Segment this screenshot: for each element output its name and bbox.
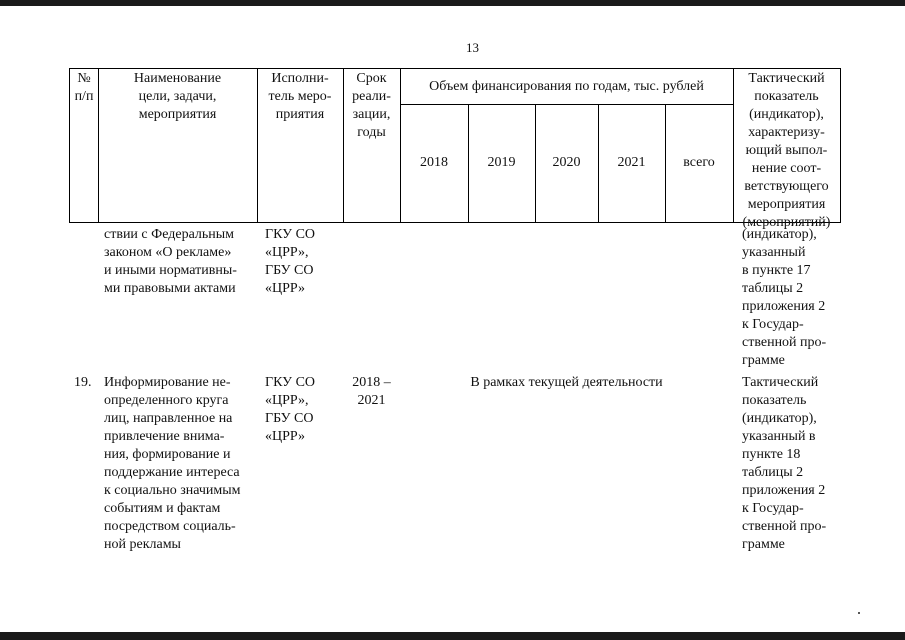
header-bottom-line — [69, 222, 841, 223]
header-name: Наименование цели, задачи, мероприятия — [133, 71, 222, 122]
header-period: Срок реали- зации, годы — [352, 71, 391, 140]
scan-speck — [858, 612, 860, 614]
header-executor: Исполни- тель меро- приятия — [268, 71, 332, 122]
row-cont-indicator: (индикатор), указанный в пункте 17 таблицы 2 приложения 2 к Государ- ственной про- грамме — [742, 227, 827, 368]
header-number: № п/п — [74, 71, 94, 104]
row-cont-executor: ГКУ СО «ЦРР», ГБУ СО «ЦРР» — [265, 227, 316, 296]
bottom-border-bar — [0, 632, 905, 640]
top-border-bar — [0, 0, 905, 6]
row19-indicator: Тактический показатель (индикатор), указанный в пункте 18 таблицы 2 приложения 2 к Государ- ственной про- грамме — [742, 375, 827, 552]
col-line-10 — [840, 68, 841, 223]
table-header — [69, 68, 841, 230]
header-funding-title: Объем финансирования по годам, тыс. рублей — [429, 79, 704, 94]
row-cont-name: ствии с Федеральным законом «О рекламе» и иными нормативны- ми правовыми актами — [104, 227, 237, 296]
header-indicator: Тактический показатель (индикатор), характеризу- ющий выпол- нение соот- ветствующего мероприятия (мероприятий) — [742, 71, 831, 230]
header-year-2020: 2020 — [552, 155, 581, 170]
row19-period: 2018 – 2021 — [352, 375, 391, 408]
header-year-2021: 2021 — [617, 155, 646, 170]
row19-funding: В рамках текущей деятельности — [470, 375, 663, 390]
funding-divider-line — [400, 104, 733, 105]
row19-name: Информирование не- определенного круга лиц, направленное на привлечение внима- ния, формирование и поддержание интереса к социально значимым событиям и фактам посредством социаль- ной рекламы — [104, 375, 241, 552]
row19-executor: ГКУ СО «ЦРР», ГБУ СО «ЦРР» — [265, 375, 316, 444]
header-year-2019: 2019 — [487, 155, 516, 170]
header-top-line — [69, 68, 841, 69]
row19-number: 19. — [74, 375, 92, 390]
header-total: всего — [683, 155, 715, 170]
header-year-2018: 2018 — [420, 155, 448, 170]
page-number: 13 — [466, 40, 479, 55]
